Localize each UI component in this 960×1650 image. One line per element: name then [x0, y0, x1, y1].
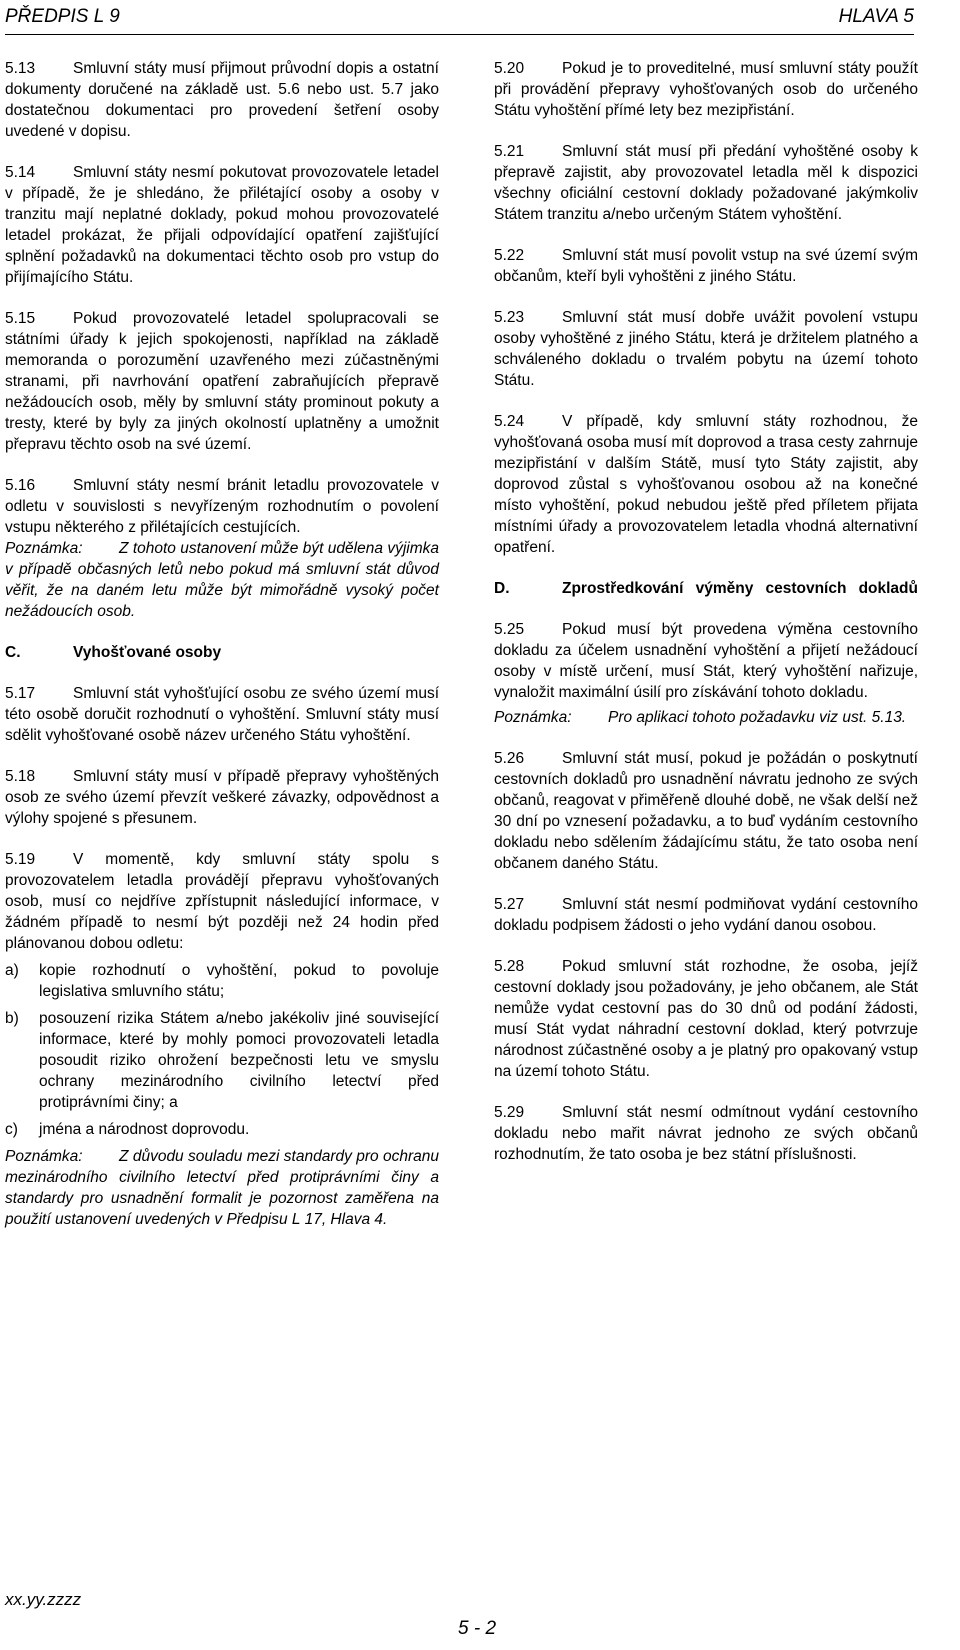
note-5-25: Poznámka: Pro aplikaci tohoto požadavku viz ust. 5.13.	[494, 709, 907, 726]
paragraph-5-18: 5.18 Smluvní státy musí v případě přepravy vyhoštěných osob ze svého území převzít veškeré závazky, odpovědnost a výlohy spojené s přesunem.	[5, 768, 439, 827]
paragraph-5-13: 5.13 Smluvní státy musí přijmout průvodní dopis a ostatní dokumenty doručené na základě ust. 5.6 nebo ust. 5.7 jako dostatečnou dokumentaci pro provedení šetření osoby uvedené v dopisu.	[5, 60, 439, 140]
list-item: a) kopie rozhodnutí o vyhoštění, pokud to povoluje legislativa smluvního státu;	[5, 962, 439, 1000]
paragraph-5-28: 5.28 Pokud smluvní stát rozhodne, že osoba, jejíž cestovní doklady jsou požadovány, je jeho občanem, ale Stát nemůže vydat cestovní pas do 30 dnů od podání žádosti, musí Stát vydat náhradní cestovní doklad, který potvrzuje národnost zúčastněné osoby a je platný pro opakovaný vstup na území tohoto Státu.	[494, 958, 918, 1080]
note-5-19: Poznámka: Z důvodu souladu mezi standardy pro ochranu mezinárodního civilního letectví před protiprávními činy a standardy pro usnadnění formalit je pozornost zaměřena na použití ustanovení uvedených v Předpisu L 17, Hlava 4.	[5, 1148, 439, 1228]
paragraph-5-17: 5.17 Smluvní stát vyhošťující osobu ze svého území musí této osobě doručit rozhodnutí o vyhoštění. Smluvní státy musí sdělit vyhošťované osobě název určeného Státu vyhoštění.	[5, 685, 439, 744]
paragraph-5-23: 5.23 Smluvní stát musí dobře uvážit povolení vstupu osoby vyhoštěné z jiného Státu, která je držitelem platného a schváleného dokladu o trvalém pobytu na území tohoto Státu.	[494, 309, 918, 389]
paragraph-5-22: 5.22 Smluvní stát musí povolit vstup na své území svým občanům, kteří byli vyhoštěni z jiného Státu.	[494, 247, 918, 285]
page-header	[5, 4, 914, 35]
footer-date: xx.yy.zzzz	[5, 1590, 82, 1609]
paragraph-5-19: 5.19 V momentě, kdy smluvní státy spolu s provozovatelem letadla provádějí přepravu vyhošťovaných osob, musí co nejdříve zpřístupnit následující informace, v žádném případě to nesmí být později než 24 hodin před plánovanou dobou odletu:	[5, 851, 439, 952]
paragraph-5-15: 5.15 Pokud provozovatelé letadel spolupracovali se státními úřady k jejich spokojenosti, například na základě memoranda o porozumění uzavřeného mezi zúčastněnými stranami, při navrhování opatření zabraňujících přepravě nežádoucích osob, měly by smluvní státy prominout pokuty a tresty, které by byly za jiných okolností uplatněny a umožnit přepravu těchto osob na své území.	[5, 310, 439, 453]
section-heading-d: D. Zprostředkování výměny cestovních dokladů	[494, 580, 918, 597]
left-column	[5, 58, 439, 1250]
section-heading-c: C. Vyhošťované osoby	[5, 644, 222, 661]
header-document-title: PŘEDPIS L 9	[5, 6, 120, 27]
list-item: c) jména a národnost doprovodu.	[5, 1121, 250, 1138]
paragraph-5-21: 5.21 Smluvní stát musí při předání vyhoštěné osoby k přepravě zajistit, aby provozovatel letadla měl k dispozici všechny oficiální cestovní doklady požadované jakýmkoliv Státem tranzitu a/nebo určeným Státem vyhoštění.	[494, 143, 918, 223]
list-item: b) posouzení rizika Státem a/nebo jakékoliv jiné související informace, které by mohly pomoci provozovateli letadla posoudit riziko ohrožení bezpečnosti letu ve smyslu ochrany mezinárodního civilního letectví před protiprávními činy; a	[5, 1010, 439, 1111]
paragraph-5-24: 5.24 V případě, kdy smluvní státy rozhodnou, že vyhošťovaná osoba musí mít doprovod a trasa cesty zahrnuje mezipřistání v dalším Státě, musí tyto Státy zajistit, aby doprovod zůstal s vyhošťovanou osobou až na konečné místo vyhoštění, pokud nebudou ještě před příletem přijata místními úřady a provozovatelem letadla vhodná alternativní opatření.	[494, 413, 918, 556]
page-number: 5 - 2	[458, 1618, 497, 1639]
paragraph-5-26: 5.26 Smluvní stát musí, pokud je požádán o poskytnutí cestovních dokladů pro usnadnění návratu jednoho ze svých občanů, reagovat v přiměřeně dlouhé době, ne však delší než 30 dní po vznesení požadavku, a to buď vydáním cestovního dokladu nebo sdělením žádajícímu státu, že tato osoba není občanem daného Státu.	[494, 750, 918, 872]
paragraph-5-16: 5.16 Smluvní státy nesmí bránit letadlu provozovatele v odletu v souvislosti s nevyřízeným rozhodnutím o povolení vstupu některého z přilétajících cestujících.	[5, 477, 439, 536]
paragraph-5-14: 5.14 Smluvní státy nesmí pokutovat provozovatele letadel v případě, že je shledáno, že přilétající osoby a osoby v tranzitu mají neplatné doklady, pokud mohou provozovatelé letadel prokázat, že přijali odpovídající opatření zajišťující splnění požadavků na dokumentaci těchto osob pro vstup do přijímajícího Státu.	[5, 164, 439, 286]
note-5-16: Poznámka: Z tohoto ustanovení může být udělena výjimka v případě občasných letů nebo pokud má smluvní stát důvod věřit, že na daném letu může být mimořádně vysoký počet nežádoucích osob.	[5, 540, 439, 620]
paragraph-5-29: 5.29 Smluvní stát nesmí odmítnout vydání cestovního dokladu nebo mařit návrat jednoho ze svých občanů rozhodnutím, že tato osoba je bez státní příslušnosti.	[494, 1104, 918, 1163]
paragraph-5-20: 5.20 Pokud je to proveditelné, musí smluvní státy použít při provádění přepravy vyhošťovaných osob do určeného Státu vyhoštění přímé lety bez mezipřistání.	[494, 60, 918, 119]
right-column	[494, 58, 918, 1185]
paragraph-5-25: 5.25 Pokud musí být provedena výměna cestovního dokladu za účelem usnadnění vyhoštění a přijetí nežádoucí osoby v místě určení, musí Stát, který vyhoštění nařizuje, vynaložit maximální úsilí pro získávání tohoto dokladu.	[494, 621, 918, 701]
paragraph-5-27: 5.27 Smluvní stát nesmí podmiňovat vydání cestovního dokladu podpisem žádosti o jeho vydání danou osobou.	[494, 896, 918, 934]
list-5-19	[5, 960, 439, 1140]
header-chapter: HLAVA 5	[838, 6, 914, 27]
